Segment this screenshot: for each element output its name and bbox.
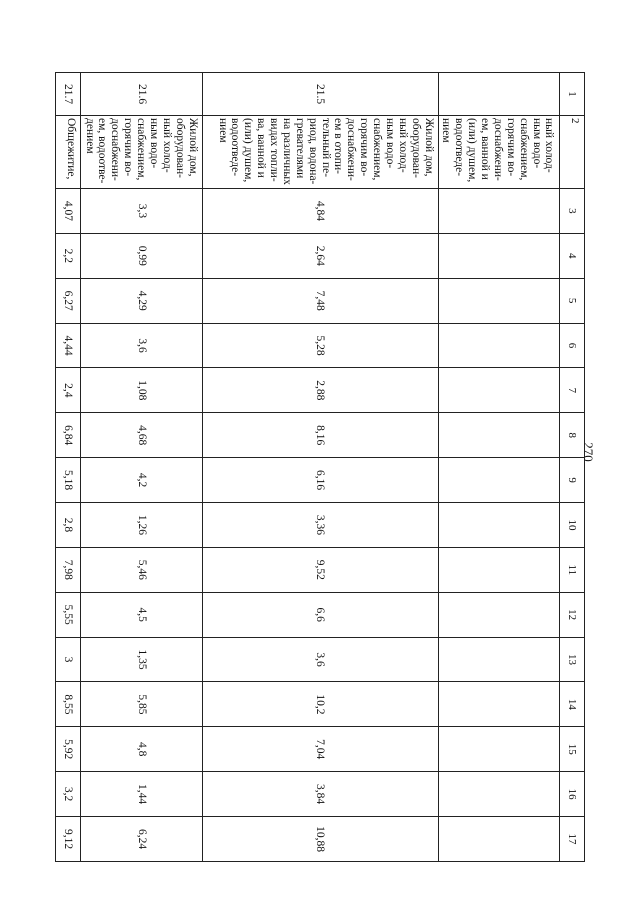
- header-cell: 8: [559, 413, 584, 458]
- header-cell: 10: [559, 503, 584, 548]
- tariff-table: [55, 72, 585, 862]
- value-cell: 7,48: [202, 278, 438, 323]
- row-name-cell: ный холод-ным водо-снабжением, горячим во-доснабжени-ем, ванной и (или) душем, водоотведе-нием: [438, 116, 559, 189]
- page-number: 270: [581, 442, 596, 462]
- value-cell: 8,16: [202, 413, 438, 458]
- row-name-cell: Общежитие,: [56, 116, 81, 189]
- value-cell: 4,44: [56, 323, 81, 368]
- row-name-cell: Жилой дом, оборудован-ный холод-ным водо-снабжением, горячим во-доснабжени-ем, водоотве-дением: [81, 116, 202, 189]
- table-row: [202, 73, 438, 862]
- row-name-cell: Жилой дом, оборудован-ный холод-ным водо-снабжением, горячим во-доснабжени-ем в отопи-тельный пе-риод, водона-гревателями на различных видах топли-ва, ванной и (или) душем, водоотведе-нием: [202, 116, 438, 189]
- value-cell: 2,88: [202, 368, 438, 413]
- value-cell: 3,84: [202, 772, 438, 817]
- value-cell: [438, 772, 559, 817]
- value-cell: 5,28: [202, 323, 438, 368]
- value-cell: 4,07: [56, 189, 81, 234]
- value-cell: 5,18: [56, 458, 81, 503]
- value-cell: 3,2: [56, 772, 81, 817]
- value-cell: 7,04: [202, 727, 438, 772]
- value-cell: [438, 592, 559, 637]
- value-cell: 6,6: [202, 592, 438, 637]
- header-cell: 2: [559, 116, 584, 189]
- table-container: [55, 72, 585, 862]
- header-cell: 1: [559, 73, 584, 116]
- table-row: [56, 73, 81, 862]
- header-row: [559, 73, 584, 862]
- value-cell: 3,6: [202, 637, 438, 682]
- value-cell: [438, 278, 559, 323]
- header-cell: 12: [559, 592, 584, 637]
- value-cell: [438, 817, 559, 862]
- value-cell: 10,2: [202, 682, 438, 727]
- value-cell: [438, 637, 559, 682]
- header-cell: 3: [559, 189, 584, 234]
- value-cell: 6,27: [56, 278, 81, 323]
- row-number-cell: 21.5: [202, 73, 438, 116]
- value-cell: 7,98: [56, 547, 81, 592]
- value-cell: 8,55: [56, 682, 81, 727]
- header-cell: 13: [559, 637, 584, 682]
- header-cell: 15: [559, 727, 584, 772]
- row-number-cell: [438, 73, 559, 116]
- value-cell: 3,6: [81, 323, 202, 368]
- value-cell: [438, 503, 559, 548]
- value-cell: 1,08: [81, 368, 202, 413]
- header-cell: 14: [559, 682, 584, 727]
- value-cell: 4,84: [202, 189, 438, 234]
- value-cell: 4,29: [81, 278, 202, 323]
- header-cell: 5: [559, 278, 584, 323]
- value-cell: 2,8: [56, 503, 81, 548]
- value-cell: 9,12: [56, 817, 81, 862]
- value-cell: 5,92: [56, 727, 81, 772]
- value-cell: 2,4: [56, 368, 81, 413]
- value-cell: 4,2: [81, 458, 202, 503]
- value-cell: 4,68: [81, 413, 202, 458]
- value-cell: 6,16: [202, 458, 438, 503]
- value-cell: 2,64: [202, 233, 438, 278]
- rotated-table-frame: [55, 72, 585, 862]
- value-cell: 3,3: [81, 189, 202, 234]
- header-cell: 9: [559, 458, 584, 503]
- row-number-cell: 21.6: [81, 73, 202, 116]
- value-cell: [438, 727, 559, 772]
- header-cell: 16: [559, 772, 584, 817]
- value-cell: [438, 323, 559, 368]
- value-cell: 9,52: [202, 547, 438, 592]
- header-cell: 17: [559, 817, 584, 862]
- value-cell: [438, 189, 559, 234]
- table-row: [438, 73, 559, 862]
- value-cell: 6,84: [56, 413, 81, 458]
- table-row: [81, 73, 202, 862]
- value-cell: 4,8: [81, 727, 202, 772]
- value-cell: 3: [56, 637, 81, 682]
- row-number-cell: 21.7: [56, 73, 81, 116]
- value-cell: [438, 458, 559, 503]
- value-cell: 4,5: [81, 592, 202, 637]
- header-cell: 7: [559, 368, 584, 413]
- value-cell: [438, 413, 559, 458]
- value-cell: [438, 368, 559, 413]
- value-cell: 1,35: [81, 637, 202, 682]
- value-cell: 0,99: [81, 233, 202, 278]
- value-cell: 5,55: [56, 592, 81, 637]
- value-cell: [438, 547, 559, 592]
- value-cell: 5,46: [81, 547, 202, 592]
- value-cell: [438, 233, 559, 278]
- value-cell: [438, 682, 559, 727]
- value-cell: 2,2: [56, 233, 81, 278]
- value-cell: 3,36: [202, 503, 438, 548]
- header-cell: 6: [559, 323, 584, 368]
- header-cell: 11: [559, 547, 584, 592]
- value-cell: 5,85: [81, 682, 202, 727]
- value-cell: 1,26: [81, 503, 202, 548]
- value-cell: 1,44: [81, 772, 202, 817]
- value-cell: 10,88: [202, 817, 438, 862]
- header-cell: 4: [559, 233, 584, 278]
- value-cell: 6,24: [81, 817, 202, 862]
